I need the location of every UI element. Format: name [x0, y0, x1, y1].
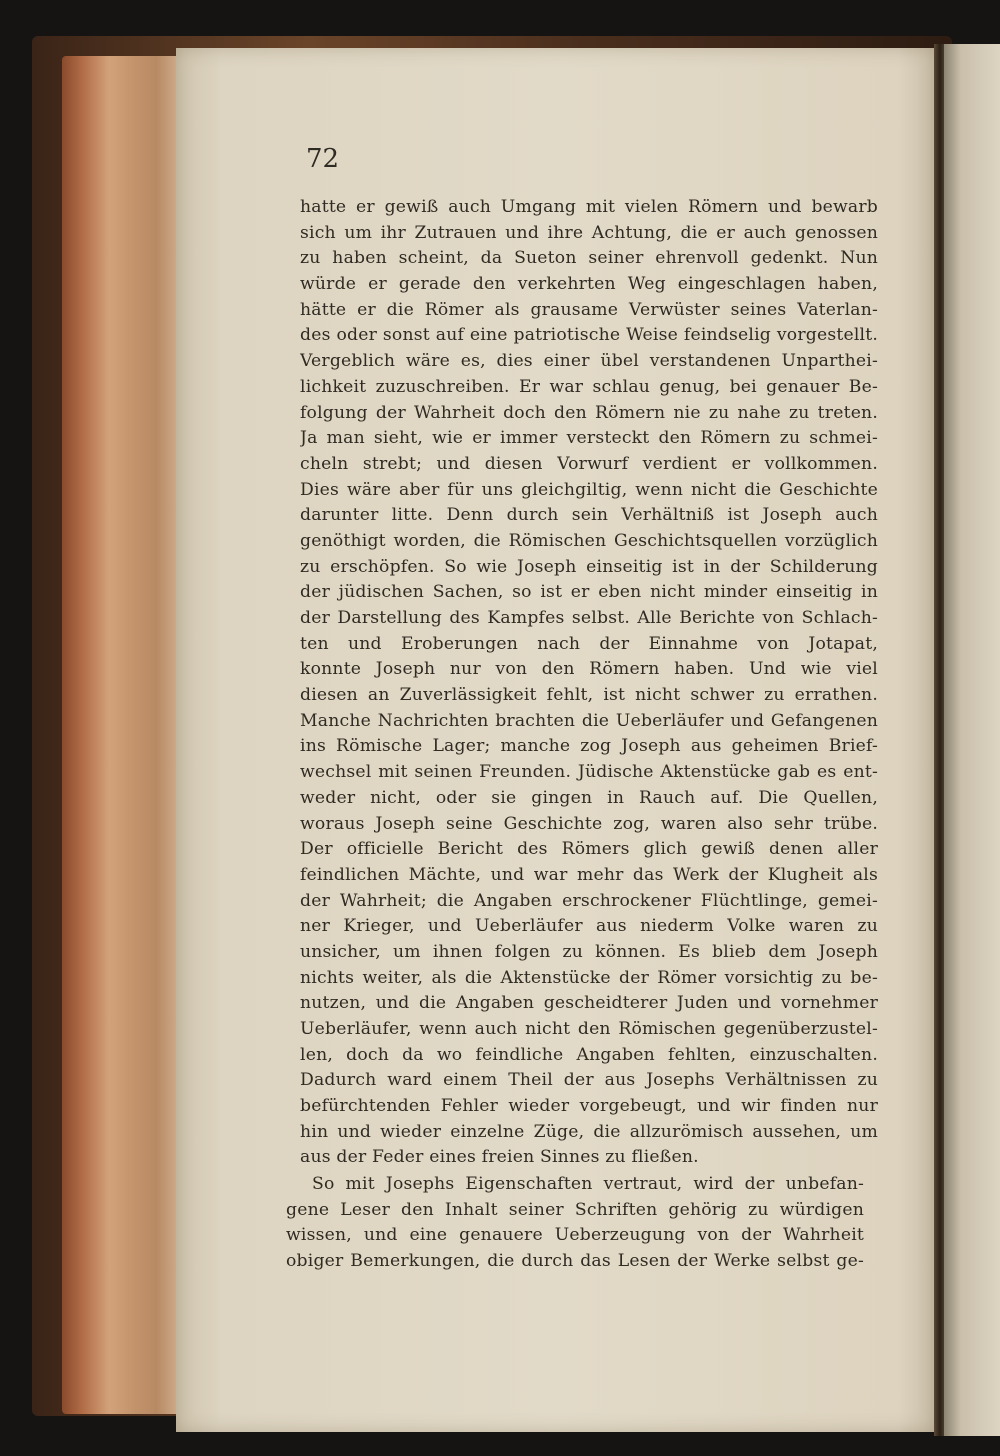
text-line: gene Leser den Inhalt seiner Schriften gehörig zu würdigen [286, 1199, 864, 1220]
text-line: der jüdischen Sachen, so ist er eben nicht minder einseitig in [300, 582, 878, 603]
text-line: der Wahrheit; die Angaben erschrockener Flüchtlinge, gemei- [300, 890, 878, 911]
text-line: So mit Josephs Eigenschaften vertraut, wird der unbefan- [312, 1174, 864, 1194]
text-line: hatte er gewiß auch Umgang mit vielen Römern und bewarb [300, 197, 878, 217]
text-line: Ja man sieht, wie er immer versteckt den Römern zu schmei- [300, 428, 878, 449]
text-line: genöthigt worden, die Römischen Geschichtsquellen vorzüglich [300, 530, 878, 551]
text-line: konnte Joseph nur von den Römern haben. Und wie viel [300, 659, 878, 680]
text-line: feindlichen Mächte, und war mehr das Werk der Klugheit als [300, 864, 878, 885]
text-line: ten und Eroberungen nach der Einnahme von Jotapat, [300, 633, 878, 654]
text-line: obiger Bemerkungen, die durch das Lesen der Werke selbst ge- [286, 1251, 864, 1272]
text-line: ins Römische Lager; manche zog Joseph aus geheimen Brief- [300, 736, 878, 757]
text-line: darunter litte. Denn durch sein Verhältniß ist Joseph auch [300, 505, 878, 526]
text-line: wechsel mit seinen Freunden. Jüdische Aktenstücke gab es ent- [300, 762, 878, 783]
text-line: nichts weiter, als die Aktenstücke der Römer vorsichtig zu be- [300, 967, 878, 988]
text-line: hin und wieder einzelne Züge, die allzurömisch aussehen, um [300, 1121, 878, 1142]
text-line: Ueberläufer, wenn auch nicht den Römischen gegenüberzustel- [300, 1019, 878, 1039]
text-line: ner Krieger, und Ueberläufer aus niederm Volke waren zu [300, 916, 878, 937]
text-line: Manche Nachrichten brachten die Ueberläufer und Gefangenen [300, 710, 878, 731]
text-line: sich um ihr Zutrauen und ihre Achtung, die er auch genossen [300, 222, 878, 243]
page-number: 72 [306, 144, 340, 174]
text-line: hätte er die Römer als grausame Verwüster seines Vaterlan- [300, 299, 878, 320]
paragraph-2 [286, 1172, 864, 1275]
text-line: zu haben scheint, da Sueton seiner ehrenvoll gedenkt. Nun [300, 248, 878, 269]
text-line: weder nicht, oder sie gingen in Rauch auf. Die Quellen, [300, 787, 878, 808]
text-line: folgung der Wahrheit doch den Römern nie zu nahe zu treten. [300, 402, 878, 423]
facing-page-edge [944, 44, 1000, 1436]
text-line: nutzen, und die Angaben gescheidterer Juden und vornehmer [300, 993, 878, 1014]
text-line: aus der Feder eines freien Sinnes zu fließen. [300, 1147, 699, 1168]
text-line: befürchtenden Fehler wieder vorgebeugt, und wir finden nur [300, 1096, 878, 1117]
text-line: cheln strebt; und diesen Vorwurf verdient er vollkommen. [300, 453, 878, 474]
text-line: des oder sonst auf eine patriotische Weise feindselig vorgestellt. [300, 325, 878, 346]
text-line: unsicher, um ihnen folgen zu können. Es blieb dem Joseph [300, 941, 878, 962]
text-line: woraus Joseph seine Geschichte zog, waren also sehr trübe. [300, 813, 878, 834]
text-line: Vergeblich wäre es, dies einer übel verstandenen Unparthei- [300, 351, 878, 372]
text-line: der Darstellung des Kampfes selbst. Alle Berichte von Schlach- [300, 608, 878, 628]
text-line: Der officielle Bericht des Römers glich gewiß denen aller [300, 839, 878, 860]
text-line: wissen, und eine genauere Ueberzeugung von der Wahrheit [286, 1225, 864, 1246]
text-line: zu erschöpfen. So wie Joseph einseitig ist in der Schilderung [300, 556, 878, 577]
text-line: Dadurch ward einem Theil der aus Josephs Verhältnissen zu [300, 1070, 878, 1091]
text-line: lichkeit zuzuschreiben. Er war schlau genug, bei genauer Be- [300, 376, 878, 397]
text-line: Dies wäre aber für uns gleichgiltig, wenn nicht die Geschichte [300, 479, 878, 500]
text-line: len, doch da wo feindliche Angaben fehlten, einzuschalten. [300, 1044, 878, 1065]
text-line: diesen an Zuverlässigkeit fehlt, ist nicht schwer zu errathen. [300, 685, 878, 706]
text-line: würde er gerade den verkehrten Weg eingeschlagen haben, [300, 274, 878, 295]
page-edges [62, 56, 180, 1414]
paragraph-1 [300, 195, 878, 1171]
